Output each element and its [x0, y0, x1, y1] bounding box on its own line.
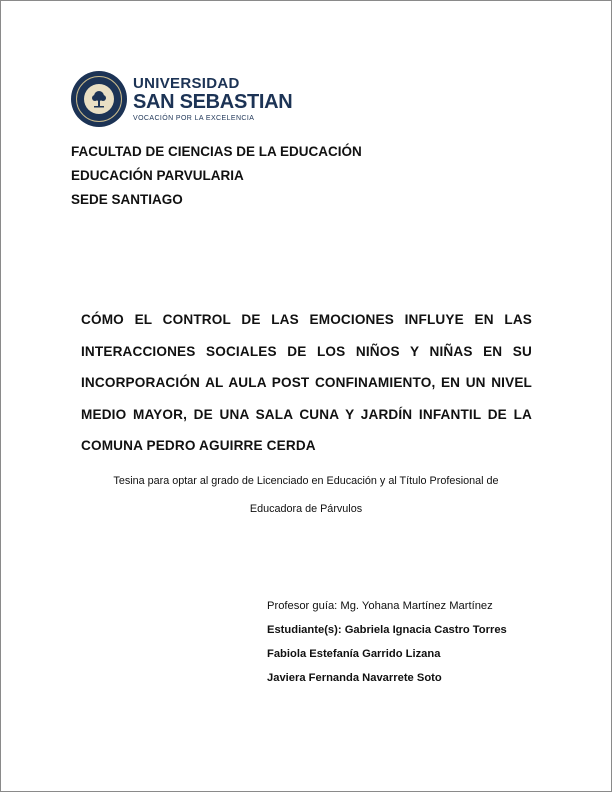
- faculty-name: FACULTAD DE CIENCIAS DE LA EDUCACIÓN: [71, 144, 362, 159]
- campus-name: SEDE SANTIAGO: [71, 192, 183, 207]
- faculty-header: [71, 140, 362, 212]
- logo-motto: VOCACIÓN POR LA EXCELENCIA: [133, 115, 255, 122]
- subtitle-line-2: Educadora de Párvulos: [249, 503, 363, 515]
- logo-university-label: UNIVERSIDAD: [133, 75, 240, 92]
- thesis-subtitle: [71, 467, 541, 523]
- thesis-title: CÓMO EL CONTROL DE LAS EMOCIONES INFLUYE EN LAS INTERACCIONES SOCIALES DE LOS NIÑOS Y NIÑAS EN SU INCORPORACIÓN AL AULA POST CONFINAMIENTO, EN UN NIVEL MEDIO MAYOR, DE UNA SALA CUNA Y JARDÍN INFANTIL DE LA COMUNA PEDRO AGUIRRE CERDA: [81, 312, 532, 453]
- authors-block: [267, 594, 507, 690]
- student-1: Estudiante(s): Gabriela Ignacia Castro Torres: [267, 624, 507, 636]
- subtitle-line-1: Tesina para optar al grado de Licenciado en Educación y al Título Profesional de: [113, 475, 499, 487]
- student-2: Fabiola Estefanía Garrido Lizana: [267, 648, 441, 660]
- program-name: EDUCACIÓN PARVULARIA: [71, 168, 244, 183]
- university-logo: [71, 71, 292, 127]
- advisor: Profesor guía: Mg. Yohana Martínez Martínez: [267, 600, 493, 612]
- university-seal-icon: [71, 71, 127, 127]
- student-3: Javiera Fernanda Navarrete Soto: [267, 672, 442, 684]
- logo-wordmark: [133, 76, 292, 122]
- logo-university-name: SAN SEBASTIAN: [133, 91, 293, 113]
